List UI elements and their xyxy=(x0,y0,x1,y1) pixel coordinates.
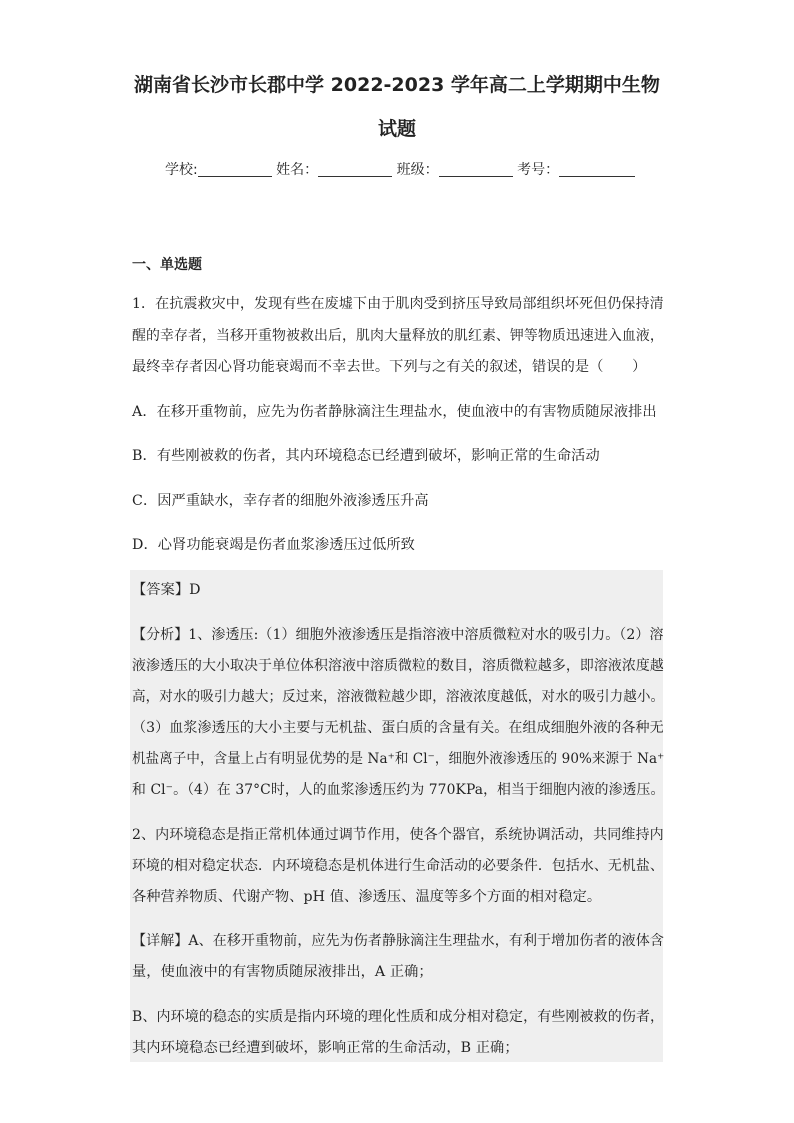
section-heading: 一、单选题 xyxy=(132,257,202,273)
question-line: 醒的幸存者，当移开重物被救出后，肌肉大量释放的肌红素、钾等物质迅速进入血液， xyxy=(132,328,664,344)
name-blank[interactable] xyxy=(318,162,392,177)
detail-b-line: B、内环境的稳态的实质是指内环境的理化性质和成分相对稳定，有些刚被救的伤者， xyxy=(132,1009,665,1025)
analysis-para2-line: 各种营养物质、代谢产物、pH 值、渗透压、温度等多个方面的相对稳定。 xyxy=(132,889,602,905)
analysis-line: 高，对水的吸引力越大；反过来，溶液微粒越少即，溶液浓度越低，对水的吸引力越小。 xyxy=(132,689,665,705)
student-info-row xyxy=(165,159,635,179)
name-label: 姓名： xyxy=(276,162,319,178)
analysis-line: 机盐离子中，含量上占有明显优势的是 Na⁺和 Cl⁻，细胞外液渗透压的 90%来源于 Na⁺ xyxy=(132,751,665,767)
analysis-line: 【分析】1、渗透压:（1）细胞外液渗透压是指溶液中溶质微粒对水的吸引力。（2）溶 xyxy=(132,627,664,643)
document-title: 湖南省长沙市长郡中学 2022-2023 学年高二上学期期中生物 xyxy=(134,74,660,96)
analysis-para2-line: 2、内环境稳态是指正常机体通过调节作用，使各个器官，系统协调活动，共同维持内 xyxy=(132,827,664,843)
detail-line: 量，使血液中的有害物质随尿液排出，A 正确； xyxy=(132,964,433,980)
question-line: 最终幸存者因心肾功能衰竭而不幸去世。下列与之有关的叙述，错误的是（ ） xyxy=(132,359,647,375)
option-b: B．有些刚被救的伤者，其内环境稳态已经遭到破坏，影响正常的生命活动 xyxy=(132,448,600,464)
exam-number-blank[interactable] xyxy=(559,162,635,177)
detail-line: 【详解】A、在移开重物前，应先为伤者静脉滴注生理盐水，有利于增加伤者的液体含 xyxy=(132,933,664,949)
analysis-line: 液渗透压的大小取决于单位体积溶液中溶质微粒的数目，溶质微粒越多，即溶液浓度越 xyxy=(132,658,664,674)
document-title-continued: 试题 xyxy=(377,118,416,140)
option-a: A．在移开重物前，应先为伤者静脉滴注生理盐水，使血液中的有害物质随尿液排出 xyxy=(132,404,657,420)
class-label: 班级： xyxy=(396,162,439,178)
analysis-para2-line: 环境的相对稳定状态．内环境稳态是机体进行生命活动的必要条件．包括水、无机盐、 xyxy=(132,858,664,874)
school-label: 学校: xyxy=(165,162,198,178)
option-c: C．因严重缺水，幸存者的细胞外液渗透压升高 xyxy=(132,493,429,509)
answer-line: 【答案】D xyxy=(132,582,201,598)
analysis-line: （3）血浆渗透压的大小主要与无机盐、蛋白质的含量有关。在组成细胞外液的各种无 xyxy=(132,720,664,736)
question-line: 1．在抗震救灾中，发现有些在废墟下由于肌肉受到挤压导致局部组织坏死但仍保持清 xyxy=(132,296,664,312)
class-blank[interactable] xyxy=(439,162,513,177)
detail-b-line: 其内环境稳态已经遭到破坏，影响正常的生命活动，B 正确； xyxy=(132,1040,519,1056)
analysis-line: 和 Cl⁻。（4）在 37°C时，人的血浆渗透压约为 770KPa，相当于细胞内液的渗透压。 xyxy=(132,782,665,798)
school-blank[interactable] xyxy=(198,162,272,177)
exam-number-label: 考号： xyxy=(517,162,560,178)
option-d: D．心肾功能衰竭是伤者血浆渗透压过低所致 xyxy=(132,537,415,553)
